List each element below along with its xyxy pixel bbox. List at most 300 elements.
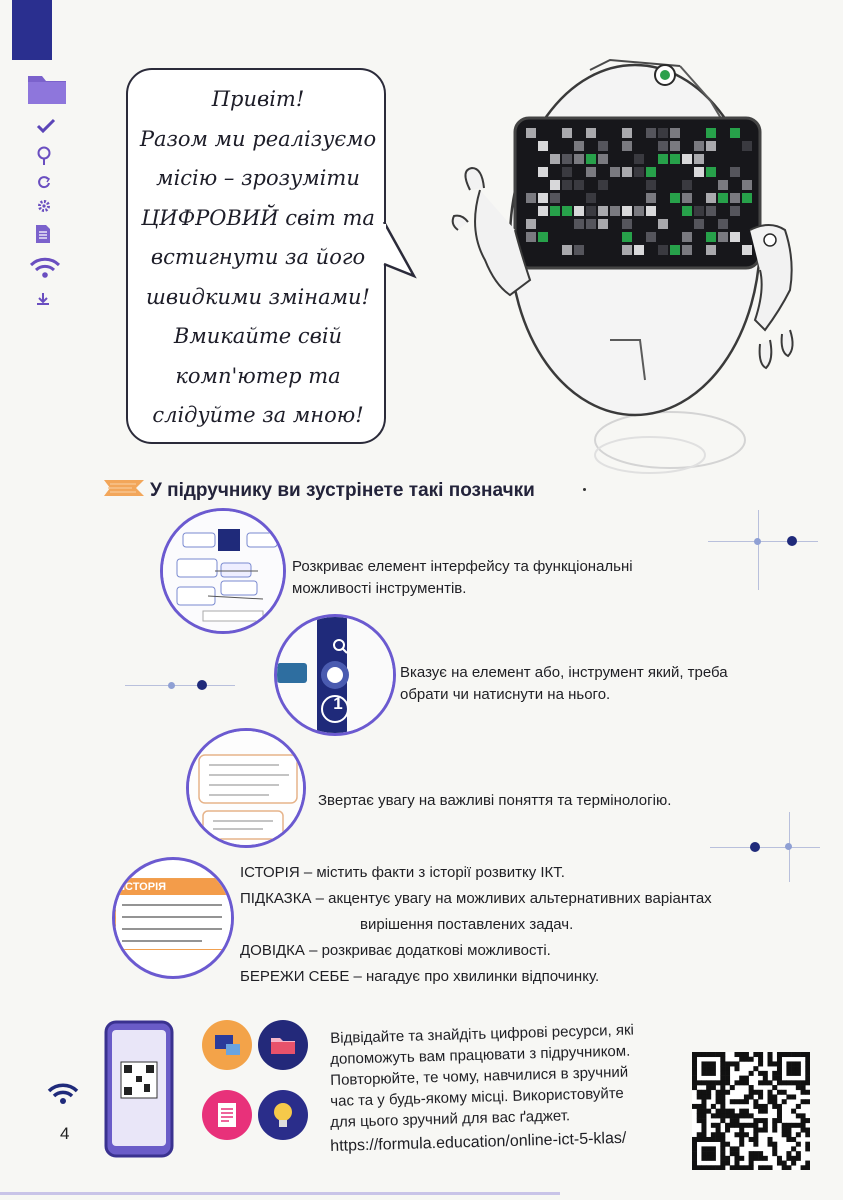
qr-module: [711, 1071, 716, 1076]
qr-module: [697, 1080, 702, 1085]
qr-module: [720, 1137, 725, 1142]
qr-module: [805, 1118, 810, 1123]
qr-module: [786, 1080, 791, 1085]
qr-module: [706, 1080, 711, 1085]
qr-module: [734, 1156, 739, 1161]
qr-module: [758, 1071, 763, 1076]
robot-face-pixel: [706, 141, 716, 151]
robot-face-pixel: [658, 245, 668, 255]
robot-face-pixel: [562, 245, 572, 255]
robot-face-pixel: [706, 206, 716, 216]
qr-module: [805, 1061, 810, 1066]
robot-face-pixel: [682, 245, 692, 255]
qr-module: [744, 1109, 749, 1114]
qr-module: [777, 1052, 782, 1057]
qr-module: [801, 1085, 806, 1090]
legend-reference: ДОВІДКА – розкриває додаткові можливості.: [240, 942, 551, 959]
crosshair-decoration: [710, 847, 820, 848]
qr-module: [720, 1161, 725, 1166]
qr-module: [734, 1061, 739, 1066]
qr-module: [782, 1165, 787, 1170]
qr-module: [801, 1128, 806, 1133]
qr-module: [791, 1080, 796, 1085]
robot-face-pixel: [574, 245, 584, 255]
speech-bubble-tail: [380, 220, 420, 285]
qr-module: [734, 1151, 739, 1156]
marker-terminology-text: Звертає увагу на важливі поняття та термінологію.: [318, 792, 672, 809]
robot-face-pixel: [598, 206, 608, 216]
qr-module: [739, 1052, 744, 1057]
qr-module: [758, 1052, 763, 1057]
robot-face-pixel: [742, 141, 752, 151]
qr-module: [791, 1109, 796, 1114]
qr-module: [701, 1123, 706, 1128]
qr-module: [796, 1080, 801, 1085]
qr-module: [796, 1052, 801, 1057]
crosshair-dot: [750, 842, 760, 852]
robot-face-pixel: [622, 206, 632, 216]
qr-module: [777, 1090, 782, 1095]
qr-module: [749, 1094, 754, 1099]
qr-module: [706, 1094, 711, 1099]
robot-face-pixel: [586, 154, 596, 164]
qr-module: [706, 1151, 711, 1156]
qr-module: [706, 1137, 711, 1142]
qr-module: [716, 1099, 721, 1104]
robot-face-pixel: [658, 128, 668, 138]
qr-module: [692, 1142, 697, 1147]
qr-module: [720, 1109, 725, 1114]
qr-module: [730, 1099, 735, 1104]
qr-module: [711, 1113, 716, 1118]
qr-module: [734, 1132, 739, 1137]
robot-face-pixel: [742, 180, 752, 190]
qr-module: [725, 1090, 730, 1095]
qr-module: [777, 1161, 782, 1166]
robot-face-pixel: [670, 141, 680, 151]
qr-module: [720, 1094, 725, 1099]
qr-module: [772, 1076, 777, 1081]
robot-face-pixel: [694, 141, 704, 151]
qr-module: [772, 1094, 777, 1099]
robot-illustration: [440, 40, 840, 480]
qr-module: [796, 1071, 801, 1076]
qr-module: [791, 1066, 796, 1071]
qr-module: [739, 1156, 744, 1161]
qr-module: [720, 1099, 725, 1104]
qr-module: [744, 1057, 749, 1062]
qr-module: [725, 1071, 730, 1076]
qr-module: [716, 1113, 721, 1118]
qr-module: [796, 1123, 801, 1128]
qr-module: [706, 1061, 711, 1066]
qr-module: [753, 1090, 758, 1095]
qr-module: [692, 1085, 697, 1090]
robot-face-pixel: [730, 206, 740, 216]
qr-module: [711, 1156, 716, 1161]
qr-module: [692, 1080, 697, 1085]
qr-module: [791, 1161, 796, 1166]
refresh-icon: [37, 175, 51, 194]
qr-module: [753, 1123, 758, 1128]
qr-module: [725, 1156, 730, 1161]
qr-module: [791, 1071, 796, 1076]
qr-module: [758, 1094, 763, 1099]
bubble-line: встигнути за його: [150, 245, 366, 269]
qr-module: [711, 1132, 716, 1137]
robot-face-pixel: [730, 232, 740, 242]
footer-text-block: [330, 1021, 680, 1157]
qr-module: [772, 1123, 777, 1128]
qr-module: [701, 1071, 706, 1076]
qr-module: [753, 1128, 758, 1133]
qr-module: [805, 1080, 810, 1085]
qr-module: [772, 1085, 777, 1090]
qr-module: [763, 1165, 768, 1170]
qr-module: [753, 1099, 758, 1104]
qr-module: [711, 1165, 716, 1170]
qr-module: [777, 1109, 782, 1114]
qr-module: [739, 1137, 744, 1142]
robot-face-pixel: [574, 219, 584, 229]
qr-module: [796, 1061, 801, 1066]
qr-module: [701, 1165, 706, 1170]
qr-module: [716, 1165, 721, 1170]
qr-module: [763, 1156, 768, 1161]
qr-module: [706, 1156, 711, 1161]
robot-face-pixel: [682, 206, 692, 216]
document-icon: [35, 224, 51, 249]
robot-face-pixel: [550, 206, 560, 216]
qr-module: [749, 1151, 754, 1156]
robot-face-pixel: [574, 206, 584, 216]
qr-module: [734, 1118, 739, 1123]
qr-module: [697, 1094, 702, 1099]
qr-module: [739, 1109, 744, 1114]
qr-module: [725, 1076, 730, 1081]
qr-module: [711, 1052, 716, 1057]
qr-module: [730, 1151, 735, 1156]
qr-module: [692, 1165, 697, 1170]
qr-module: [805, 1076, 810, 1081]
qr-module: [720, 1076, 725, 1081]
qr-module: [720, 1061, 725, 1066]
qr-module: [768, 1099, 773, 1104]
history-card-title: ІСТОРІЯ: [116, 879, 232, 895]
robot-face-pixel: [550, 154, 560, 164]
qr-module: [739, 1123, 744, 1128]
qr-module: [772, 1142, 777, 1147]
bubble-line: Разом ми реалізуємо: [139, 126, 377, 151]
robot-face-pixel: [670, 245, 680, 255]
robot-face-pixel: [694, 206, 704, 216]
qr-module: [758, 1165, 763, 1170]
robot-face-pixel: [610, 167, 620, 177]
qr-module: [730, 1123, 735, 1128]
qr-module: [734, 1123, 739, 1128]
qr-module: [758, 1109, 763, 1114]
qr-module: [749, 1085, 754, 1090]
qr-module: [725, 1113, 730, 1118]
qr-module: [697, 1104, 702, 1109]
qr-module: [720, 1057, 725, 1062]
qr-module: [763, 1118, 768, 1123]
qr-module: [791, 1123, 796, 1128]
qr-module: [749, 1137, 754, 1142]
qr-module: [716, 1080, 721, 1085]
qr-module: [758, 1151, 763, 1156]
qr-module: [716, 1132, 721, 1137]
document-resource-icon[interactable]: [202, 1090, 252, 1140]
qr-module: [725, 1080, 730, 1085]
qr-module: [791, 1094, 796, 1099]
qr-module: [786, 1156, 791, 1161]
robot-face-pixel: [598, 180, 608, 190]
qr-module: [772, 1071, 777, 1076]
qr-module: [739, 1057, 744, 1062]
marker-pointer-text: Вказує на елемент або, інструмент який, треба обрати чи натиснути на нього.: [400, 664, 728, 703]
qr-module: [711, 1066, 716, 1071]
footer-link[interactable]: https://formula.education/online-ict-5-klas/: [330, 1129, 627, 1155]
legend-hint: ПІДКАЗКА – акцентує увагу на можливих альтернативних варіантах: [240, 890, 712, 907]
qr-module: [692, 1061, 697, 1066]
legend-hint-cont: вирішення поставлених задач.: [360, 916, 574, 933]
robot-face-pixel: [622, 128, 632, 138]
qr-module: [786, 1071, 791, 1076]
qr-module: [725, 1061, 730, 1066]
qr-module: [701, 1066, 706, 1071]
robot-face-pixel: [586, 219, 596, 229]
qr-module: [758, 1118, 763, 1123]
robot-face-pixel: [562, 128, 572, 138]
qr-module: [772, 1151, 777, 1156]
qr-module: [805, 1142, 810, 1147]
qr-module: [782, 1052, 787, 1057]
qr-module: [801, 1123, 806, 1128]
qr-module: [720, 1080, 725, 1085]
robot-face-pixel: [694, 167, 704, 177]
robot-face-pixel: [706, 245, 716, 255]
qr-module: [716, 1137, 721, 1142]
marker-pointer-badge: 1: [333, 694, 343, 713]
qr-module: [720, 1090, 725, 1095]
qr-module: [692, 1076, 697, 1081]
robot-face-pixel: [634, 206, 644, 216]
robot-face-pixel: [634, 245, 644, 255]
qr-module: [692, 1052, 697, 1057]
robot-face-pixel: [562, 180, 572, 190]
bubble-line: слідуйте за мною!: [152, 403, 364, 427]
qr-module: [711, 1080, 716, 1085]
qr-module: [796, 1151, 801, 1156]
qr-module: [711, 1137, 716, 1142]
qr-module: [772, 1128, 777, 1133]
qr-module: [782, 1132, 787, 1137]
qr-module: [753, 1066, 758, 1071]
robot-face-pixel: [538, 193, 548, 203]
robot-face-pixel: [574, 154, 584, 164]
marker-interface-circle: [160, 508, 286, 634]
qr-module: [791, 1156, 796, 1161]
robot-face-pixel: [718, 219, 728, 229]
qr-module: [725, 1109, 730, 1114]
qr-module: [805, 1052, 810, 1057]
robot-face-pixel: [646, 128, 656, 138]
qr-module: [777, 1156, 782, 1161]
qr-module: [697, 1090, 702, 1095]
qr-module: [701, 1118, 706, 1123]
qr-module: [768, 1137, 773, 1142]
marker-terminology-circle: [186, 728, 306, 848]
qr-module: [791, 1146, 796, 1151]
robot-face-pixel: [574, 180, 584, 190]
qr-module: [701, 1061, 706, 1066]
robot-face-pixel: [718, 232, 728, 242]
robot-face-pixel: [526, 128, 536, 138]
qr-module: [711, 1085, 716, 1090]
robot-face-pixel: [706, 232, 716, 242]
qr-module: [692, 1104, 697, 1109]
qr-module: [744, 1099, 749, 1104]
qr-code[interactable]: [692, 1052, 810, 1170]
qr-module: [763, 1123, 768, 1128]
qr-module: [730, 1146, 735, 1151]
qr-module: [701, 1156, 706, 1161]
qr-module: [720, 1104, 725, 1109]
qr-module: [692, 1146, 697, 1151]
qr-module: [805, 1066, 810, 1071]
robot-face-pixel: [610, 206, 620, 216]
pin-icon: [36, 146, 52, 171]
robot-face-pixel: [526, 232, 536, 242]
qr-module: [753, 1151, 758, 1156]
qr-module: [711, 1061, 716, 1066]
footer-line: для цього зручний для вас ґаджет.: [330, 1107, 571, 1131]
qr-module: [720, 1071, 725, 1076]
qr-module: [782, 1128, 787, 1133]
qr-module: [801, 1165, 806, 1170]
crosshair-decoration: [758, 510, 759, 590]
qr-module: [697, 1137, 702, 1142]
qr-module: [786, 1137, 791, 1142]
qr-module: [749, 1165, 754, 1170]
qr-module: [730, 1165, 735, 1170]
qr-module: [749, 1057, 754, 1062]
lightbulb-resource-icon[interactable]: [258, 1090, 308, 1140]
qr-module: [768, 1057, 773, 1062]
qr-module: [701, 1099, 706, 1104]
qr-module: [706, 1165, 711, 1170]
qr-module: [768, 1094, 773, 1099]
qr-module: [758, 1104, 763, 1109]
qr-module: [753, 1132, 758, 1137]
robot-face-pixel: [670, 193, 680, 203]
legend-history: ІСТОРІЯ – містить факти з історії розвитку ІКТ.: [240, 864, 565, 881]
qr-module: [725, 1123, 730, 1128]
qr-module: [777, 1076, 782, 1081]
robot-face-pixel: [562, 167, 572, 177]
qr-module: [777, 1118, 782, 1123]
qr-module: [758, 1057, 763, 1062]
qr-module: [782, 1099, 787, 1104]
qr-module: [796, 1113, 801, 1118]
folder-resource-icon[interactable]: [258, 1020, 308, 1070]
qr-module: [758, 1090, 763, 1095]
page-number: 4: [60, 1124, 70, 1143]
gear-icon: [37, 199, 51, 218]
qr-module: [734, 1099, 739, 1104]
robot-face-pixel: [598, 219, 608, 229]
bubble-line: Вмикайте свій: [173, 324, 343, 348]
qr-module: [720, 1132, 725, 1137]
qr-module: [706, 1052, 711, 1057]
qr-module: [711, 1123, 716, 1128]
qr-module: [772, 1118, 777, 1123]
qr-module: [716, 1128, 721, 1133]
qr-module: [777, 1113, 782, 1118]
robot-face-pixel: [730, 167, 740, 177]
qr-module: [720, 1146, 725, 1151]
bubble-text: [130, 80, 386, 436]
qr-module: [730, 1113, 735, 1118]
qr-module: [697, 1132, 702, 1137]
qr-module: [692, 1151, 697, 1156]
robot-face-pixel: [538, 167, 548, 177]
qr-module: [805, 1071, 810, 1076]
crosshair-decoration: [125, 685, 235, 686]
qr-module: [805, 1090, 810, 1095]
robot-face-pixel: [658, 219, 668, 229]
video-resource-icon[interactable]: [202, 1020, 252, 1070]
qr-module: [725, 1128, 730, 1133]
qr-module: [716, 1109, 721, 1114]
crosshair-decoration: [708, 541, 818, 542]
robot-face-pixel: [550, 180, 560, 190]
robot-face-pixel: [682, 154, 692, 164]
qr-module: [744, 1076, 749, 1081]
qr-module: [720, 1165, 725, 1170]
qr-module: [786, 1165, 791, 1170]
qr-module: [777, 1057, 782, 1062]
qr-module: [805, 1161, 810, 1166]
robot-face-pixel: [682, 193, 692, 203]
corner-tab: [12, 0, 52, 60]
qr-module: [697, 1052, 702, 1057]
crosshair-dot: [754, 538, 761, 545]
robot-face-pixel: [730, 193, 740, 203]
robot-face-pixel: [622, 232, 632, 242]
qr-module: [701, 1104, 706, 1109]
robot-face-pixel: [538, 206, 548, 216]
qr-module: [739, 1142, 744, 1147]
qr-module: [786, 1151, 791, 1156]
qr-module: [753, 1104, 758, 1109]
qr-module: [805, 1146, 810, 1151]
qr-module: [777, 1071, 782, 1076]
qr-module: [805, 1099, 810, 1104]
robot-face-pixel: [706, 128, 716, 138]
qr-module: [720, 1156, 725, 1161]
qr-module: [744, 1132, 749, 1137]
qr-module: [720, 1066, 725, 1071]
marker-interface-text: Розкриває елемент інтерфейсу та функціональні можливості інструментів.: [292, 558, 633, 597]
qr-module: [734, 1165, 739, 1170]
robot-face-pixel: [730, 128, 740, 138]
qr-module: [763, 1076, 768, 1081]
qr-module: [768, 1142, 773, 1147]
qr-module: [801, 1099, 806, 1104]
qr-module: [716, 1052, 721, 1057]
